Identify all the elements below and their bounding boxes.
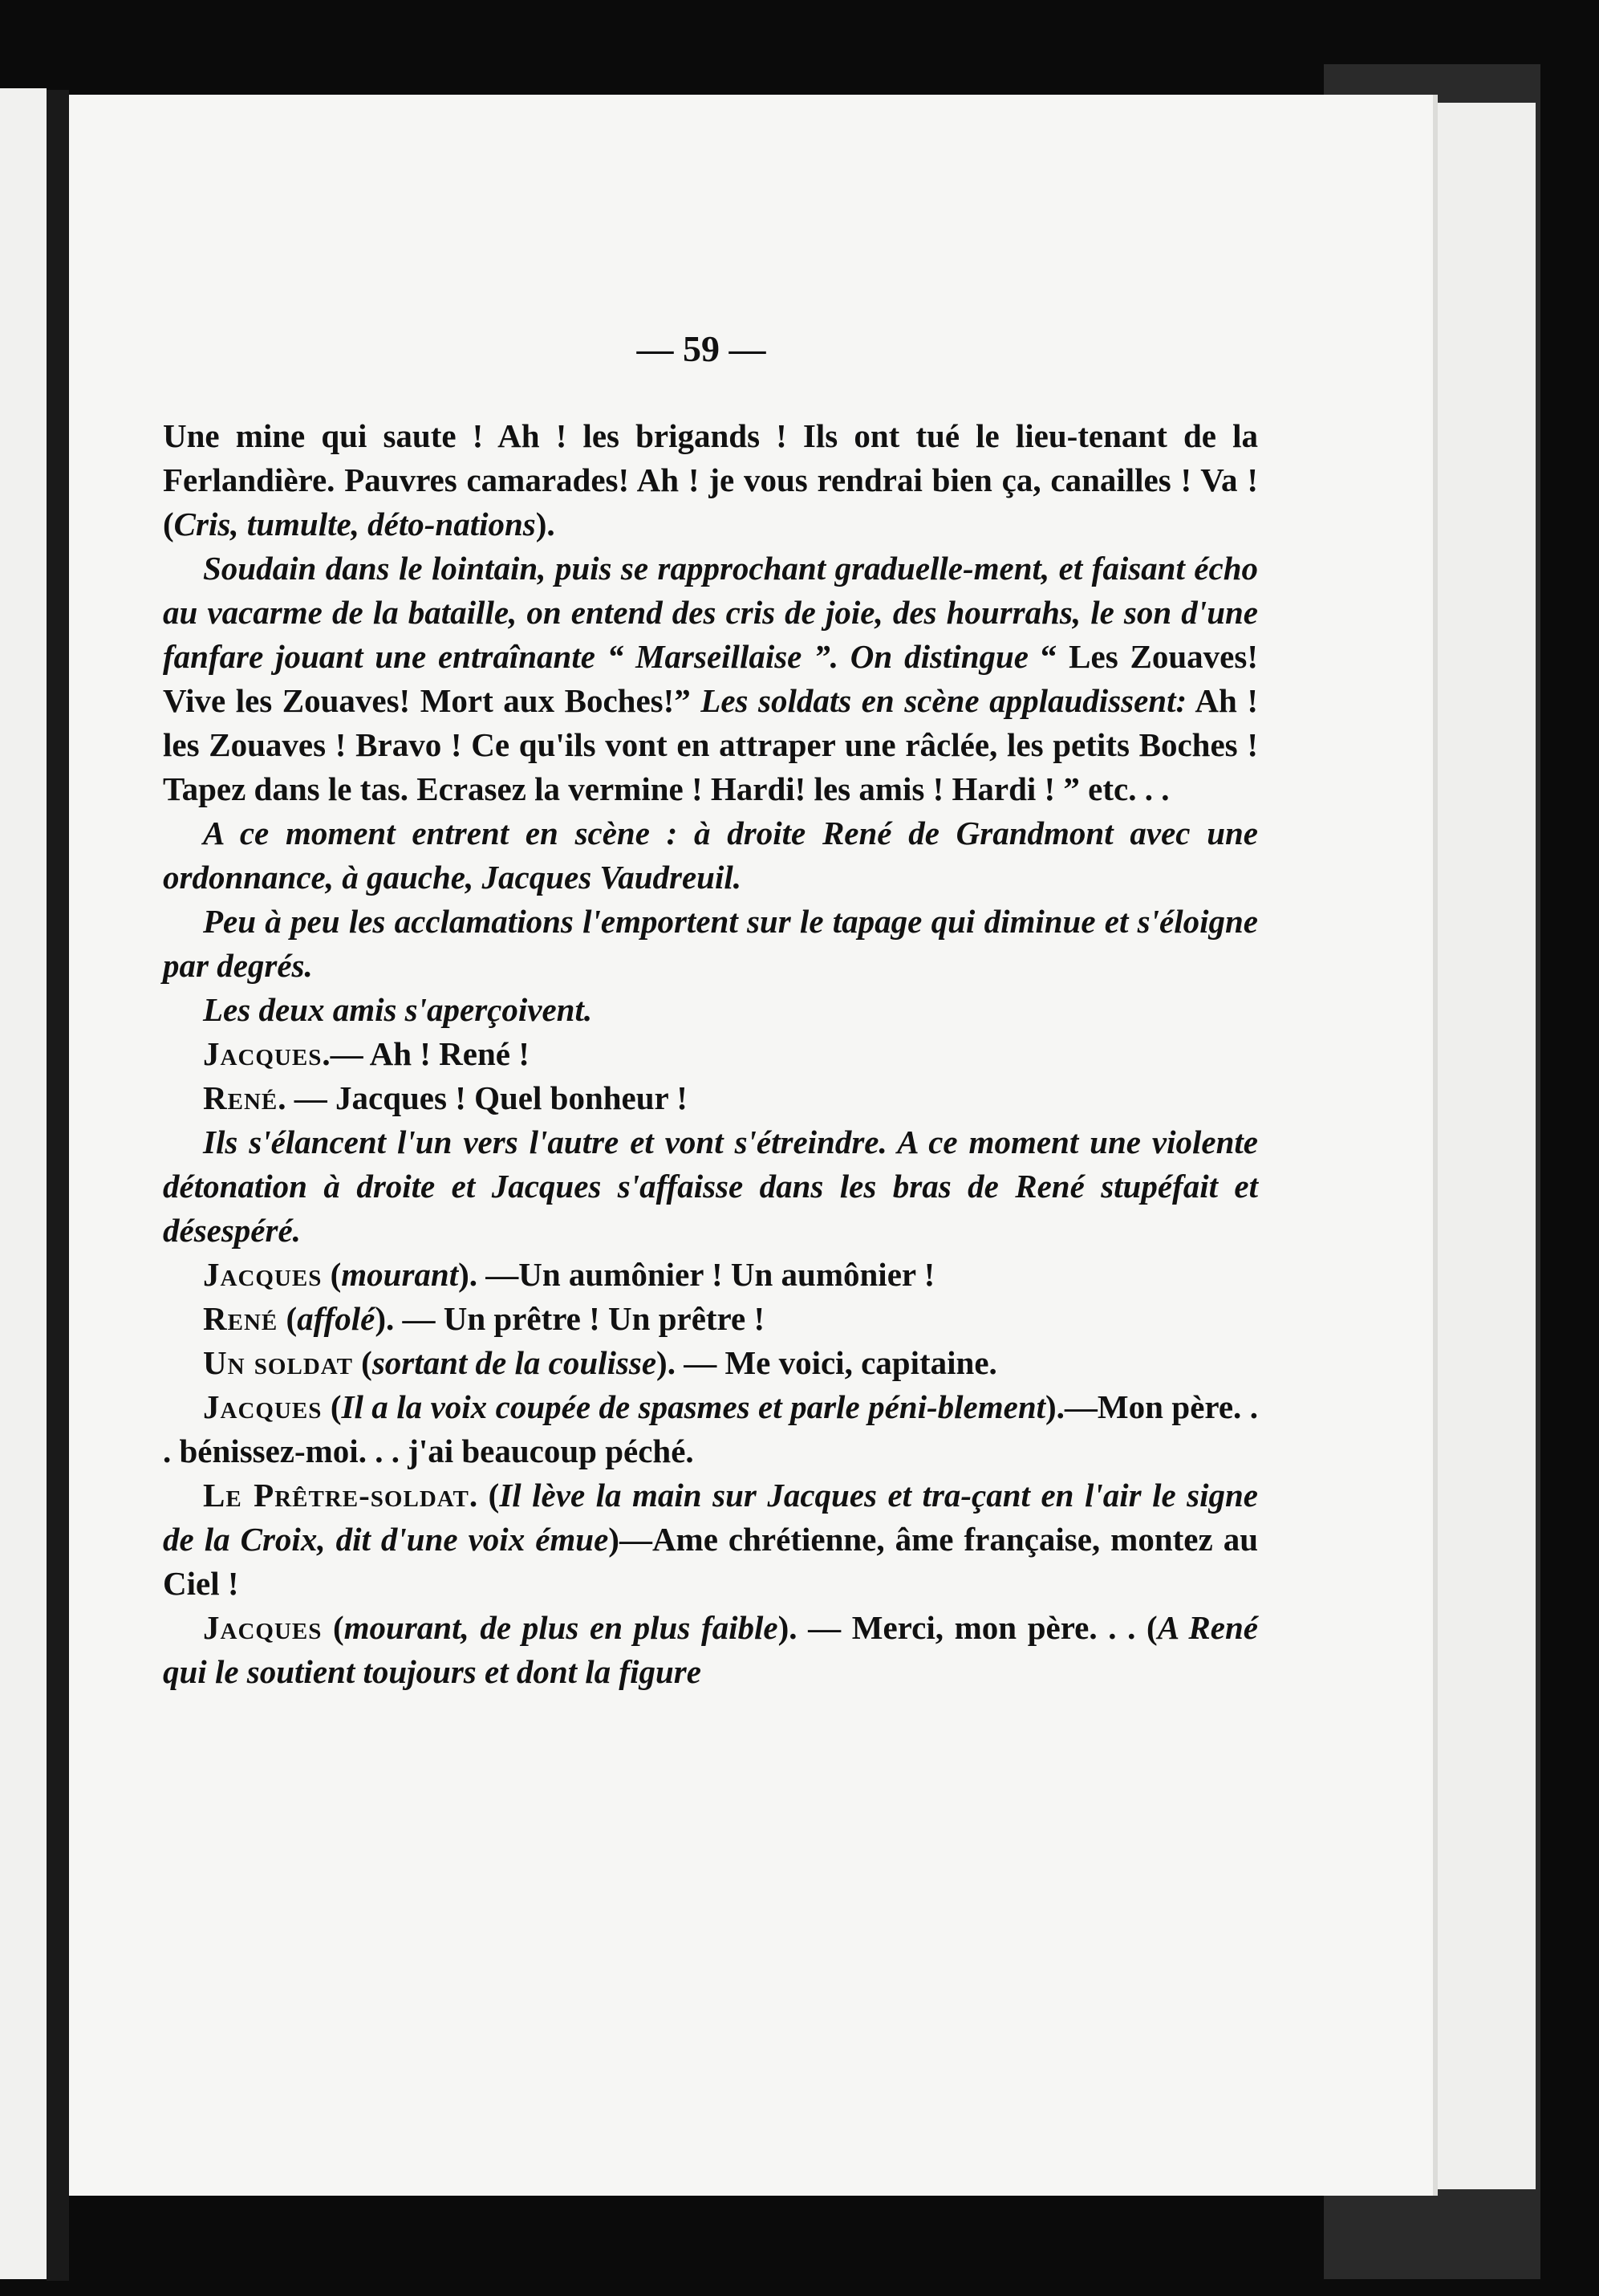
dialogue-text: Ah ! les Zouaves ! Bravo ! Ce qu'ils vont en attraper une râclée, les petits Boches ! Tapez dans le tas. Ecrasez la vermine ! Hardi! les amis ! Hardi ! ” etc. . . bbox=[163, 682, 1258, 807]
dialogue-text: ). —Un aumônier ! Un aumônier ! bbox=[458, 1256, 935, 1293]
stage-direction: A ce moment entrent en scène : à droite René de Grandmont avec une ordonnance, à gauche, Jacques Vaudreuil. bbox=[163, 815, 1258, 896]
paragraph bbox=[163, 900, 1258, 988]
dialogue-text: )—Ame chrétienne, âme française, montez au Ciel ! bbox=[163, 1521, 1258, 1602]
paragraph bbox=[163, 1076, 1258, 1120]
stage-direction: Les deux amis s'aperçoivent. bbox=[203, 991, 593, 1028]
paragraph bbox=[163, 1297, 1258, 1341]
dialogue-text: ( bbox=[322, 1609, 344, 1646]
stage-direction: mourant bbox=[341, 1256, 459, 1293]
paragraph bbox=[163, 547, 1258, 811]
dialogue-text: . — Jacques ! Quel bonheur ! bbox=[278, 1079, 688, 1116]
paragraph bbox=[163, 1606, 1258, 1694]
speaker-name: Un soldat bbox=[203, 1344, 353, 1381]
paragraph bbox=[163, 1341, 1258, 1385]
page-body-text bbox=[163, 414, 1258, 1694]
dialogue-text: Une mine qui saute ! Ah ! les brigands ! Ils ont tué le lieu-tenant de la Ferlandière. Pauvres camarades! Ah ! je vous rendrai bien ça, canailles ! Va ! ( bbox=[163, 417, 1258, 543]
paragraph bbox=[163, 1120, 1258, 1253]
speaker-name: René bbox=[203, 1300, 278, 1337]
dialogue-text: ). — Me voici, capitaine. bbox=[656, 1344, 997, 1381]
paragraph bbox=[163, 1385, 1258, 1473]
stage-direction: Soudain dans le lointain, puis se rapprochant graduelle-ment, et faisant écho au vacarme de la bataille, on entend des cris de joie, des hourrahs, le son d'une fanfare jouant une entraînante “ Marseillaise ”. On distingue bbox=[163, 550, 1258, 675]
dialogue-text: . ( bbox=[469, 1477, 500, 1514]
stage-direction: sortant de la coulisse bbox=[371, 1344, 657, 1381]
dialogue-text: ). — Un prêtre ! Un prêtre ! bbox=[375, 1300, 765, 1337]
book-page bbox=[69, 95, 1433, 2196]
paragraph bbox=[163, 1032, 1258, 1076]
dialogue-text: ).—Mon père. . . bénissez-moi. . . j'ai beaucoup péché. bbox=[163, 1388, 1259, 1469]
paragraph bbox=[163, 988, 1258, 1032]
speaker-name: Jacques bbox=[203, 1388, 323, 1425]
speaker-name: Jacques bbox=[203, 1609, 323, 1646]
stage-direction: Ils s'élancent l'un vers l'autre et vont s'étreindre. A ce moment une violente détonation à droite et Jacques s'affaisse dans les bras de René stupéfait et désespéré. bbox=[163, 1124, 1258, 1249]
stage-direction: Il lève la main sur Jacques et tra-çant en l'air le signe de la Croix, dit d'une voix émue bbox=[163, 1477, 1259, 1558]
stage-direction: affolé bbox=[297, 1300, 375, 1337]
paragraph bbox=[163, 414, 1258, 547]
paragraph bbox=[163, 1253, 1258, 1297]
speaker-name: Jacques bbox=[203, 1035, 323, 1072]
dialogue-text: ( bbox=[278, 1300, 298, 1337]
dialogue-text: .— Ah ! René ! bbox=[322, 1035, 530, 1072]
stage-direction: Peu à peu les acclamations l'emportent sur le tapage qui diminue et s'éloigne par degrés. bbox=[163, 903, 1258, 984]
previous-page-edge bbox=[0, 88, 47, 2279]
paragraph bbox=[163, 1473, 1258, 1606]
speaker-name: Le Prêtre-soldat bbox=[203, 1477, 469, 1514]
page-number: — 59 — bbox=[636, 328, 766, 369]
page-gutter-shadow bbox=[47, 90, 69, 2281]
dialogue-text: ( bbox=[322, 1388, 342, 1425]
dialogue-text: ( bbox=[322, 1256, 342, 1293]
stage-direction: Il a la voix coupée de spasmes et parle péni-blement bbox=[341, 1388, 1046, 1425]
dialogue-text: ( bbox=[352, 1344, 372, 1381]
paragraph bbox=[163, 811, 1258, 900]
speaker-name: René bbox=[203, 1079, 278, 1116]
dialogue-text: ). — Merci, mon père. . . ( bbox=[777, 1609, 1158, 1646]
stage-direction: mourant, de plus en plus faible bbox=[343, 1609, 778, 1646]
dialogue-text: “ Les Zouaves! Vive les Zouaves! Mort aux Boches!” bbox=[163, 638, 1258, 719]
stage-direction: Les soldats en scène applaudissent: bbox=[700, 682, 1187, 719]
stage-direction: A René qui le soutient toujours et dont la figure bbox=[163, 1609, 1258, 1690]
stage-direction: Cris, tumulte, déto-nations bbox=[173, 506, 536, 543]
dialogue-text: ). bbox=[535, 506, 555, 543]
speaker-name: Jacques bbox=[203, 1256, 323, 1293]
